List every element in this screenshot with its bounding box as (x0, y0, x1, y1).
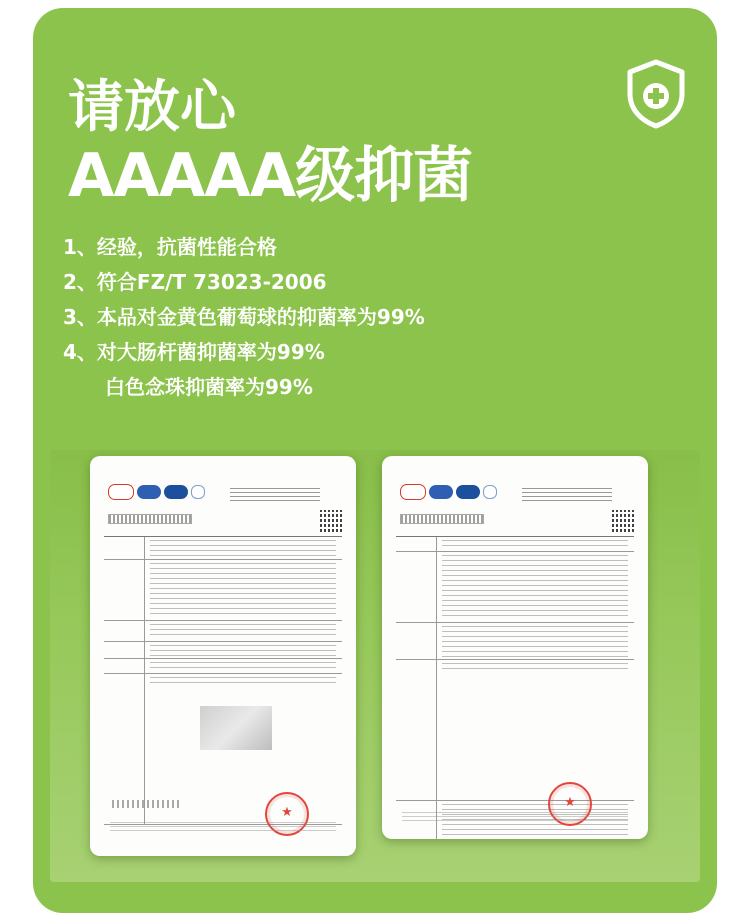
cnas-logo-icon (456, 485, 480, 499)
ilac-logo-icon (137, 485, 161, 499)
seal-logo-icon (483, 485, 497, 499)
test-report-page-2 (382, 456, 648, 839)
fabric-sample-image (200, 706, 272, 750)
report-heading (400, 514, 484, 524)
feature-item: 1、经验，抗菌性能合格 (63, 235, 277, 259)
feature-item: 白色念珠抑菌率为99% (105, 375, 313, 399)
table-row (104, 621, 342, 642)
ilac-logo-icon (429, 485, 453, 499)
certification-logos (108, 484, 205, 500)
table-row (396, 623, 634, 660)
test-report-photo (50, 450, 700, 882)
promo-card (33, 8, 717, 913)
shield-plus-icon (622, 58, 690, 130)
cnas-logo-icon (164, 485, 188, 499)
report-heading (108, 514, 192, 524)
table-row (396, 660, 634, 801)
report-footer (402, 812, 628, 822)
test-report-page-1 (90, 456, 356, 856)
table-row (396, 537, 634, 552)
cma-logo-icon (108, 484, 134, 500)
table-row (104, 560, 342, 621)
headline-line-1: 请放心 (68, 75, 236, 140)
seal-logo-icon (191, 485, 205, 499)
table-row (104, 642, 342, 659)
table-row (396, 552, 634, 623)
feature-item: 3、本品对金黄色葡萄球的抑菌率为99% (63, 305, 425, 329)
signature (112, 800, 182, 808)
headline-line-2: AAAAA级抑菌 (68, 141, 473, 211)
table-row (104, 537, 342, 560)
institute-header (522, 488, 612, 502)
cma-logo-icon (400, 484, 426, 500)
institute-header (230, 488, 320, 502)
certification-logos (400, 484, 497, 500)
feature-item: 4、对大肠杆菌抑菌率为99% (63, 340, 325, 364)
feature-item: 2、符合FZ/T 73023-2006 (63, 270, 327, 294)
table-row (104, 659, 342, 674)
report-table (104, 536, 342, 825)
feature-list (63, 230, 425, 405)
report-footer (110, 822, 336, 832)
report-table (396, 536, 634, 839)
